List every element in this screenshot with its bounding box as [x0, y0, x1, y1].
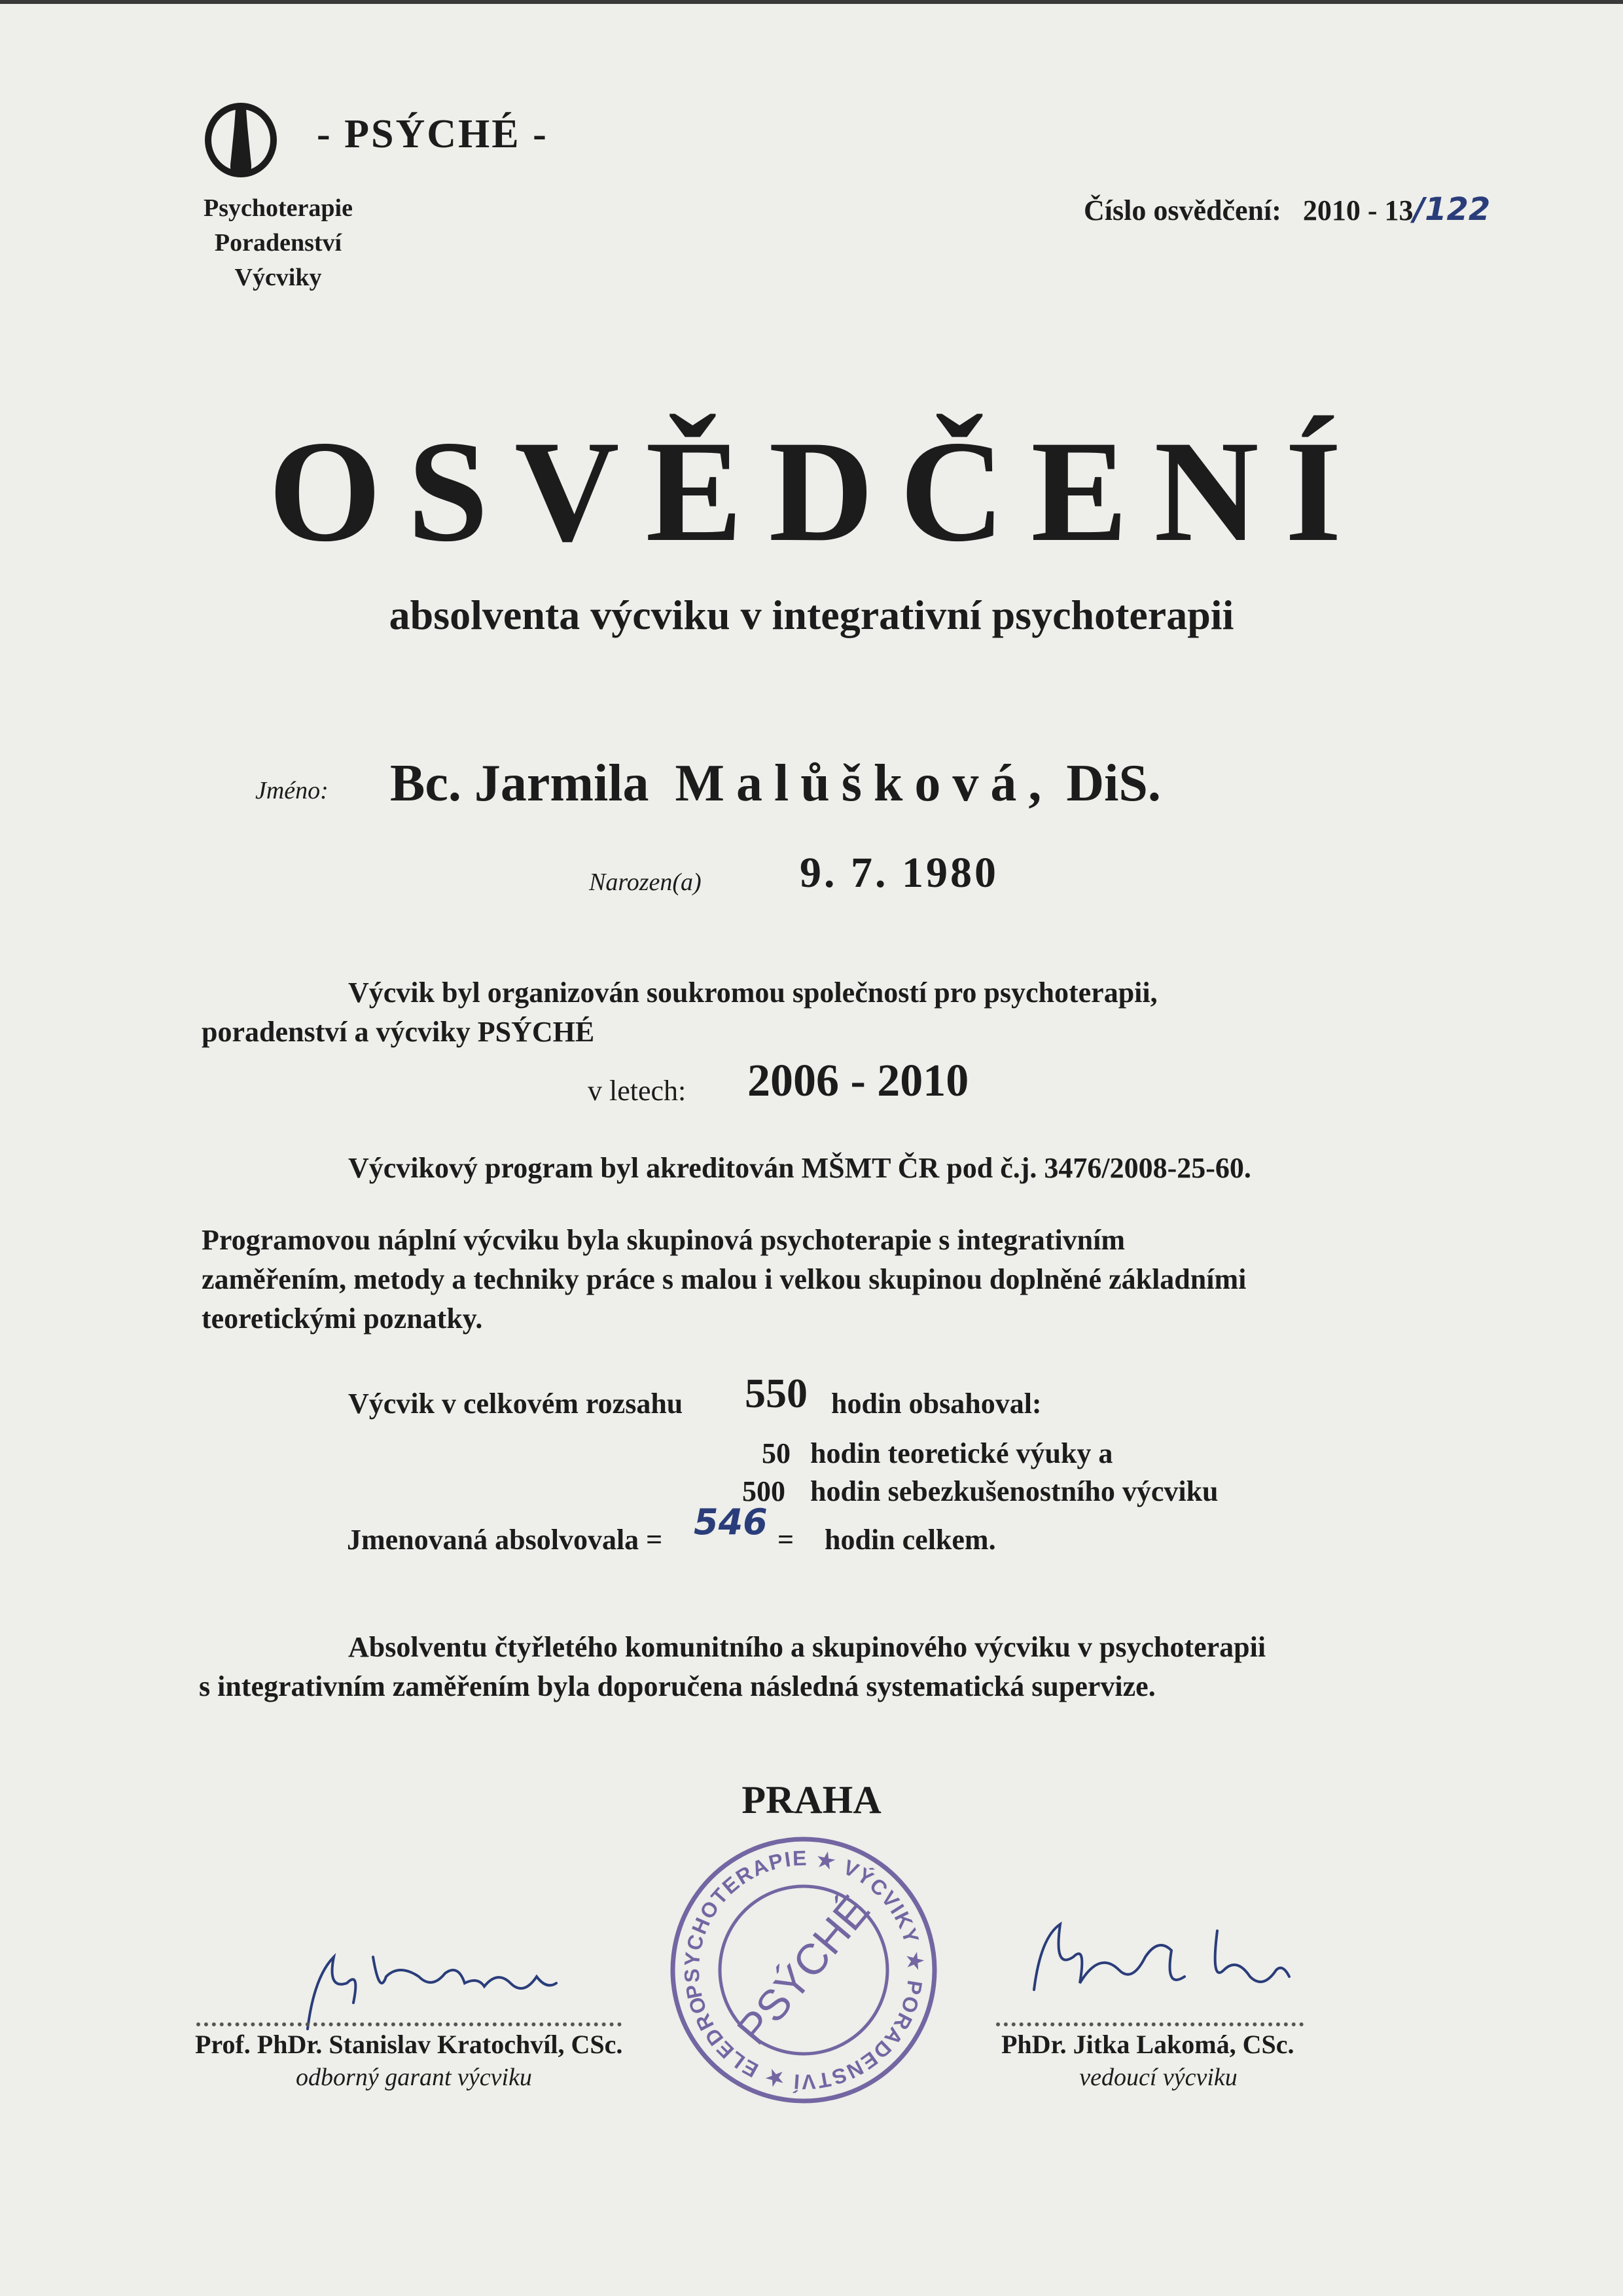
right-signature: [1021, 1911, 1302, 2022]
program-line-1: Programovou náplní výcviku byla skupinová psychoterapie s integrativním: [202, 1224, 1126, 1256]
right-signatory-role: vedoucí výcviku: [1079, 2064, 1238, 2091]
certificate-title: OSVĚDČENÍ: [268, 411, 1368, 572]
graduate-name: [390, 754, 1161, 814]
years-label: v letech:: [588, 1075, 687, 1107]
self-experience-text: hodin sebezkušenostního výcviku: [810, 1475, 1219, 1507]
services-list: [170, 191, 386, 295]
stamp-outer-text: PSYCHOTERAPIE ★ VÝCVIKY ★ PORADENSTVÍ ★ ELEDROVA: [679, 1846, 928, 2094]
self-experience-hours: 500: [742, 1475, 785, 1507]
program-line-3: teoretickými poznatky.: [202, 1302, 483, 1335]
city: PRAHA: [741, 1778, 882, 1821]
certificate-number-label: Číslo osvědčení:: [1084, 194, 1281, 226]
scan-top-edge: [0, 0, 1623, 4]
left-signatory-name: Prof. PhDr. Stanislav Kratochvíl, CSc.: [195, 2030, 623, 2059]
brand-name: - PSÝCHÉ -: [317, 112, 548, 156]
theory-hours: 50: [762, 1437, 791, 1469]
surname: Malůšková,: [675, 755, 1054, 812]
certificate-number-handwritten: /122: [1413, 191, 1491, 228]
hours-tail: hodin obsahoval:: [831, 1388, 1042, 1420]
recommendation-line-2: s integrativním zaměřením byla doporučena následná systematická supervize.: [199, 1670, 1156, 1702]
certificate-number: [1084, 191, 1490, 228]
hours-intro: Výcvik v celkovém rozsahu: [348, 1388, 683, 1420]
organized-line-1: Výcvik byl organizován soukromou společností pro psychoterapii,: [348, 977, 1158, 1009]
psyche-logo-icon: [202, 97, 280, 179]
hours-total: 550: [745, 1370, 808, 1416]
left-signatory-role: odborný garant výcviku: [296, 2064, 532, 2091]
born-label: Narozen(a): [589, 869, 702, 896]
service-psychotherapy: Psychoterapie: [204, 194, 353, 222]
service-counseling: Poradenství: [214, 229, 342, 257]
born-date: 9. 7. 1980: [800, 849, 999, 897]
recommendation-line-1: Absolventu čtyřletého komunitního a skupinového výcviku v psychoterapii: [348, 1631, 1266, 1663]
accreditation-text: Výcvikový program byl akreditován MŠMT ČR pod č.j. 3476/2008-25-60.: [348, 1152, 1251, 1184]
certificate-number-prefix: 2010 - 13: [1302, 194, 1414, 226]
theory-text: hodin teoretické výuky a: [810, 1437, 1113, 1469]
organized-line-2: poradenství a výcviky PSÝCHÉ: [202, 1016, 595, 1048]
service-training: Výcviky: [234, 264, 322, 291]
name-prefix: Bc. Jarmila: [390, 755, 649, 812]
training-years: 2006 - 2010: [747, 1056, 969, 1106]
left-signature-line: [196, 2022, 622, 2026]
completed-label: Jmenovaná absolvovala =: [347, 1524, 663, 1556]
name-label: Jméno:: [255, 777, 329, 804]
right-signatory-name: PhDr. Jitka Lakomá, CSc.: [1001, 2030, 1294, 2059]
completed-equals: =: [777, 1524, 794, 1556]
stamp-center-text: PSÝCHÉ: [727, 1886, 879, 2054]
completed-tail: hodin celkem.: [825, 1524, 996, 1556]
left-signature: [288, 1937, 589, 2036]
right-signature-line: [996, 2022, 1304, 2026]
program-line-2: zaměřením, metody a techniky práce s malou i velkou skupinou doplněné základními: [202, 1263, 1247, 1295]
certificate-subtitle: absolventa výcviku v integrativní psychoterapii: [389, 592, 1234, 638]
psyche-stamp: [666, 1833, 941, 2108]
name-suffix: DiS.: [1066, 755, 1161, 812]
completed-hours-handwritten: 546: [694, 1501, 768, 1543]
